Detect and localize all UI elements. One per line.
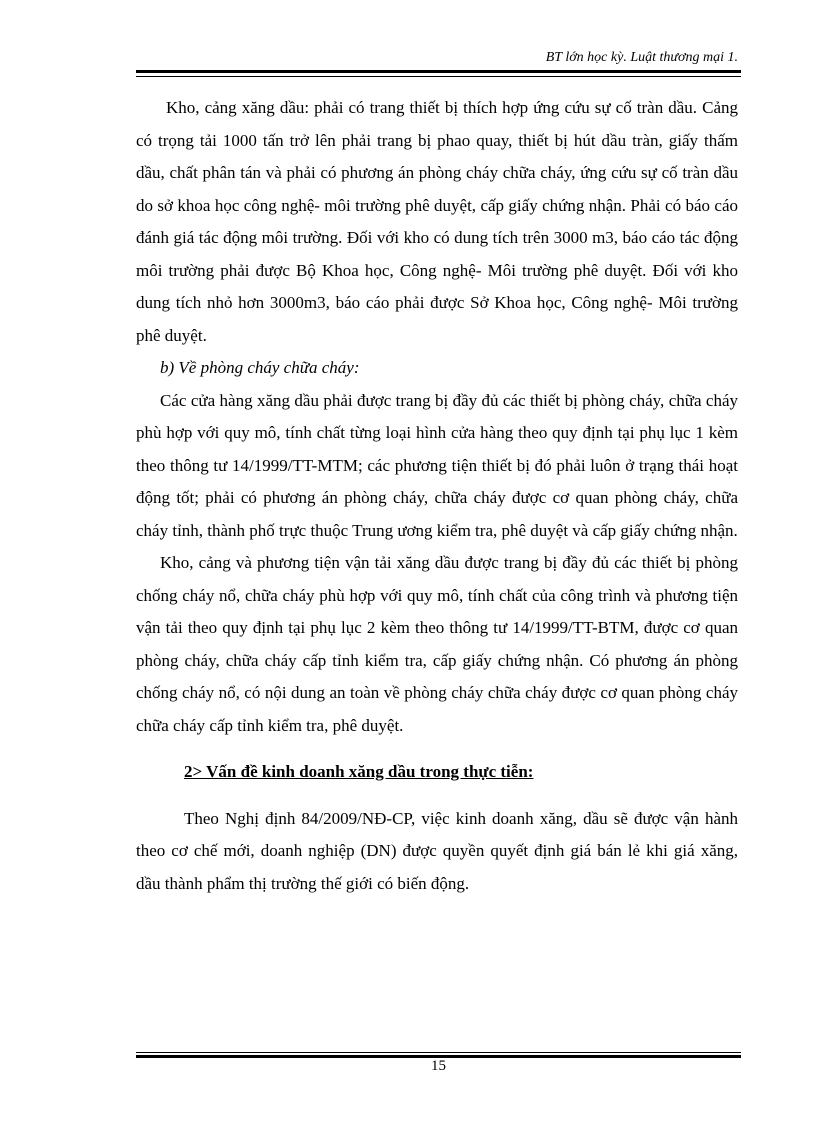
footer-rule-thin [136, 1052, 741, 1053]
header-title: BT lớn học kỳ. Luật thương mại 1. [545, 50, 738, 65]
header-rule [136, 70, 741, 77]
subheading-fire-safety: b) Về phòng cháy chữa cháy: [160, 358, 360, 377]
paragraph-storage-ports: Kho, cảng xăng dầu: phải có trang thiết bị thích hợp ứng cứu sự cố tràn dầu. Cảng có trọng tải 1000 tấn trở lên phải trang bị phao quay, thiết bị hút dầu tràn, giấy thấm dầu, chất phân tán và phải có phương án phòng cháy chữa cháy, ứng cứu sự cố tràn dầu do sở khoa học công nghệ- môi trường phê duyệt, cấp giấy chứng nhận. Phải có báo cáo đánh giá tác động môi trường. Đối với kho có dung tích trên 3000 m3, báo cáo tác động môi trường phải được Bộ Khoa học, Công nghệ- Môi trường phê duyệt. Đối với kho dung tích nhỏ hơn 3000m3, báo cáo phải được Sở Khoa học, Công nghệ- Môi trường phê duyệt. [136, 98, 738, 345]
page-number: 15 [431, 1058, 446, 1074]
section-title: 2> Vấn đề kinh doanh xăng dầu trong thực tiễn: [184, 762, 534, 781]
paragraph-decree: Theo Nghị định 84/2009/NĐ-CP, việc kinh doanh xăng, dầu sẽ được vận hành theo cơ chế mới, doanh nghiệp (DN) được quyền quyết định giá bán lẻ khi giá xăng, dầu thành phẩm thị trường thế giới có biến động. [136, 808, 738, 893]
paragraph-gas-stations: Các cửa hàng xăng dầu phải được trang bị đầy đủ các thiết bị phòng cháy, chữa cháy phù hợp với quy mô, tính chất từng loại hình cửa hàng theo quy định tại phụ lục 1 kèm theo thông tư 14/1999/TT-MTM; các phương tiện thiết bị đó phải luôn ở trạng thái hoạt động tốt; phải có phương án phòng cháy, chữa cháy được cơ quan phòng cháy, chữa cháy tỉnh, thành phố trực thuộc Trung ương kiểm tra, phê duyệt và cấp giấy chứng nhận. [136, 390, 738, 540]
paragraph-transport: Kho, cảng và phương tiện vận tải xăng dầu được trang bị đầy đủ các thiết bị phòng chống cháy nổ, chữa cháy phù hợp với quy mô, tính chất của công trình và phương tiện vận tải theo quy định tại phụ lục 2 kèm theo thông tư 14/1999/TT-BTM, được cơ quan phòng cháy, chữa cháy cấp tỉnh kiểm tra, cấp giấy chứng nhận. Có phương án phòng chống cháy nổ, có nội dung an toàn về phòng cháy chữa cháy được cơ quan phòng cháy chữa cháy cấp tỉnh kiểm tra, phê duyệt. [136, 553, 738, 735]
document-body [136, 92, 738, 900]
